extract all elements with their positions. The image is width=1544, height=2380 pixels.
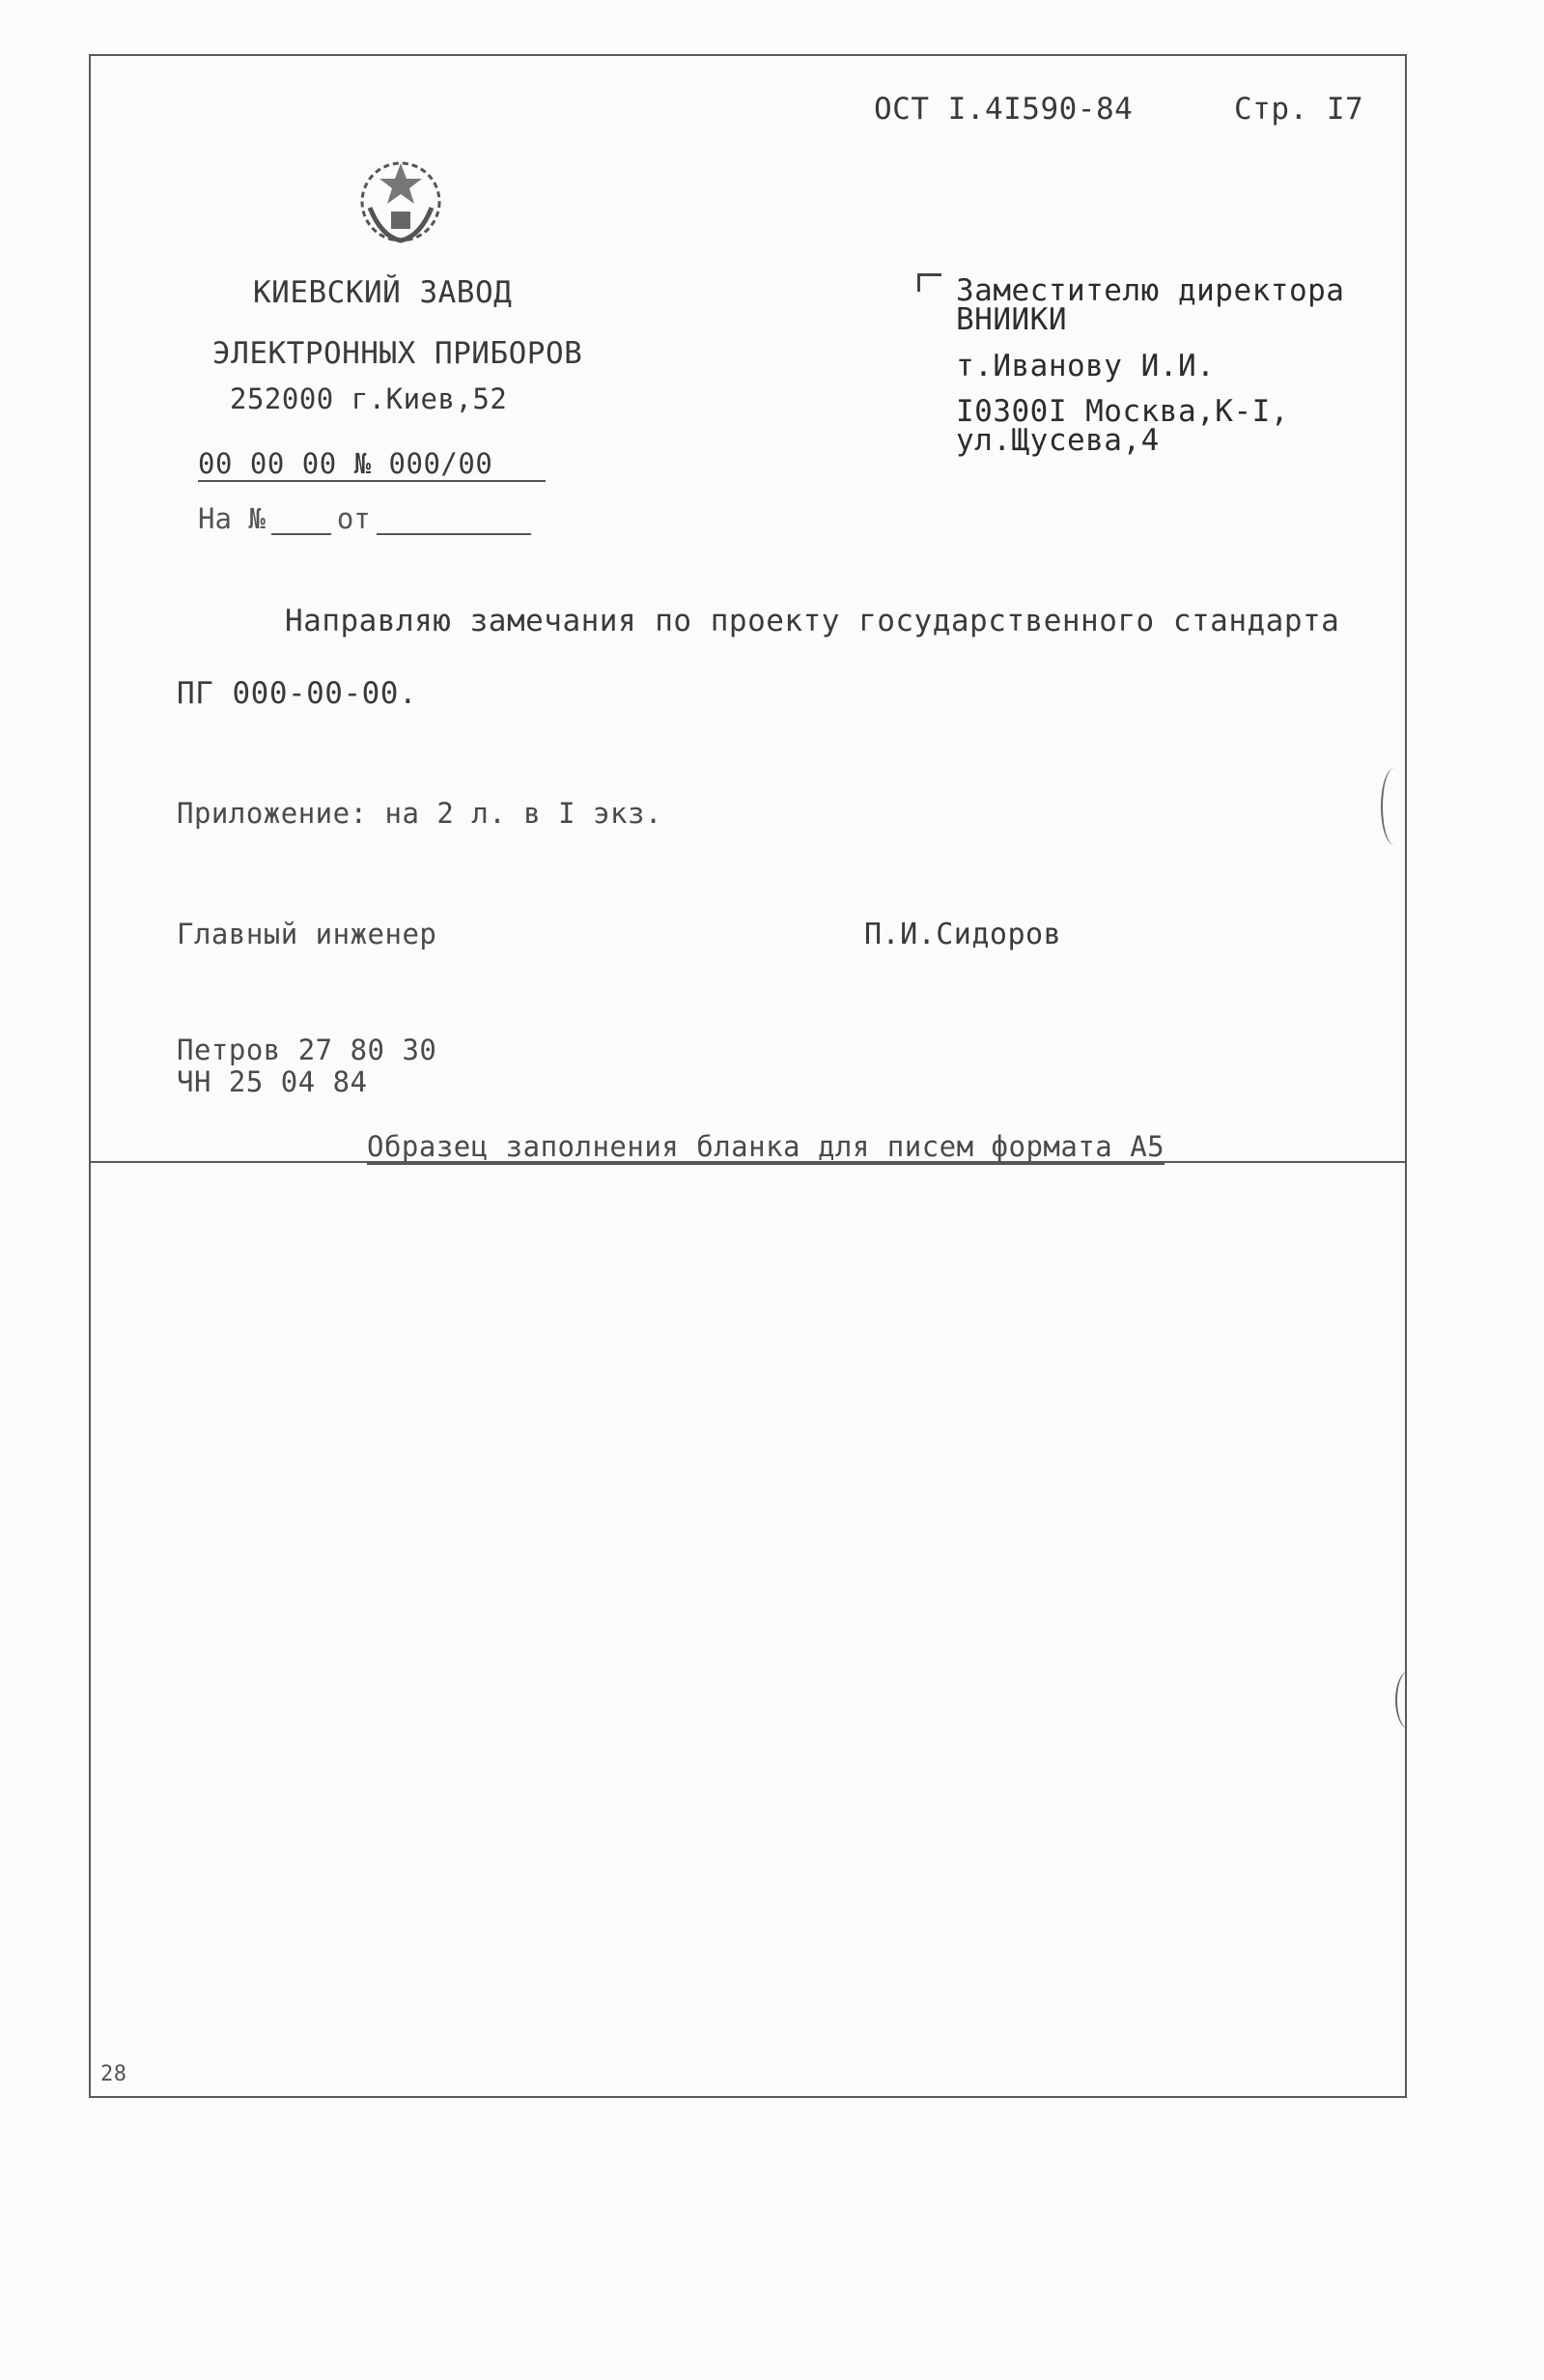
recipient-line2: ВНИИКИ xyxy=(956,302,1067,337)
outgoing-number: 00 00 00 № 000/00 xyxy=(198,447,546,482)
reply-number-blank xyxy=(271,508,331,535)
binding-mark xyxy=(1381,768,1408,845)
recipient-line1: Заместителю директора xyxy=(956,273,1345,308)
reply-prefix: На № xyxy=(198,502,266,535)
body-line1: Направляю замечания по проекту государственного стандарта xyxy=(285,604,1340,638)
binding-mark xyxy=(1395,1671,1422,1729)
reply-date-blank xyxy=(377,508,531,535)
recipient-line3: т.Иванову И.И. xyxy=(956,349,1216,383)
reply-from: от xyxy=(336,502,371,535)
standard-number: ОСТ I.4I590-84 xyxy=(874,92,1134,127)
attachment-note: Приложение: на 2 л. в I экз. xyxy=(177,797,662,830)
folio-number: 28 xyxy=(100,2062,127,2086)
page-number: Стр. I7 xyxy=(1234,92,1364,127)
address-corner-mark xyxy=(917,273,941,292)
recipient-line5: ул.Щусева,4 xyxy=(956,423,1160,458)
reply-reference xyxy=(198,502,531,535)
signer-position: Главный инженер xyxy=(177,918,437,950)
body-line2: ПГ 000-00-00. xyxy=(177,676,418,711)
signer-name: П.И.Сидоров xyxy=(864,918,1062,951)
sample-caption: Образец заполнения бланка для писем формата А5 xyxy=(367,1130,1165,1163)
state-emblem-icon xyxy=(343,140,459,256)
sender-address: 252000 г.Киев,52 xyxy=(230,382,508,415)
recipient-line4: I0300I Москва,К-I, xyxy=(956,394,1289,429)
executor-line1: Петров 27 80 30 xyxy=(177,1034,437,1066)
sender-org-line1: КИЕВСКИЙ ЗАВОД xyxy=(253,275,513,310)
sender-org-line2: ЭЛЕКТРОННЫХ ПРИБОРОВ xyxy=(212,336,583,371)
executor-line2: ЧН 25 04 84 xyxy=(177,1065,368,1098)
